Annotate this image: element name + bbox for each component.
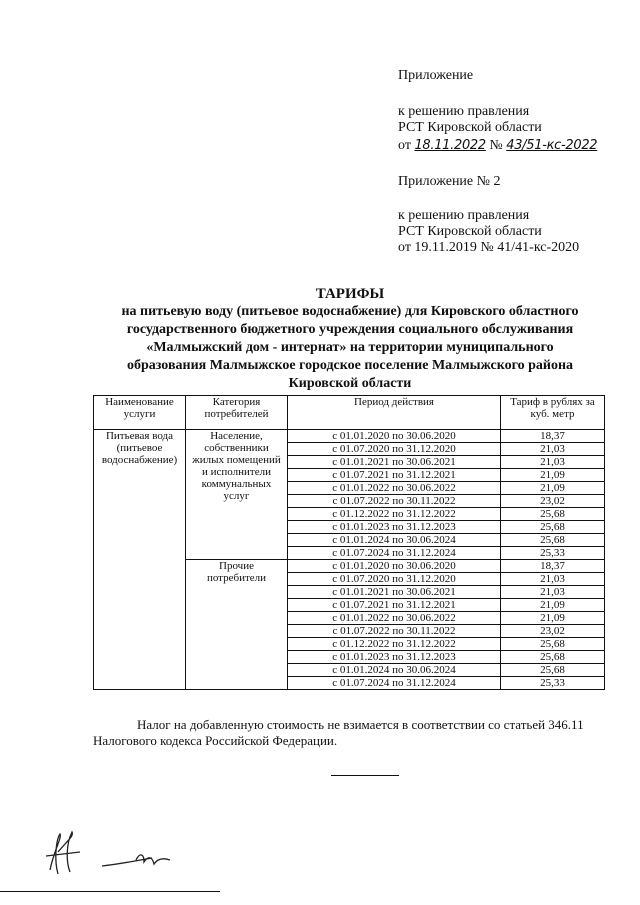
document-title bbox=[96, 285, 604, 393]
tariff-cell: 25,68 bbox=[501, 508, 605, 521]
tariff-cell: 21,03 bbox=[501, 456, 605, 469]
tariff-cell: 25,68 bbox=[501, 534, 605, 547]
period-cell: с 01.07.2024 по 31.12.2024 bbox=[288, 677, 501, 690]
period-cell: с 01.12.2022 по 31.12.2022 bbox=[288, 638, 501, 651]
decision-reference-2 bbox=[398, 208, 579, 256]
tariff-table bbox=[93, 395, 605, 690]
tariff-cell: 18,37 bbox=[501, 430, 605, 443]
title-heading: ТАРИФЫ bbox=[315, 286, 385, 302]
reference-line: к решению правления bbox=[398, 208, 530, 223]
period-cell: с 01.07.2022 по 30.11.2022 bbox=[288, 495, 501, 508]
date-prefix: от bbox=[398, 138, 411, 153]
tariff-cell: 23,02 bbox=[501, 495, 605, 508]
title-line: государственного бюджетного учреждения социального обслуживания bbox=[126, 322, 574, 337]
signature-mark bbox=[40, 830, 180, 880]
title-line: образования Малмыжское городское поселение Малмыжского района bbox=[126, 358, 574, 373]
tariff-cell: 21,09 bbox=[501, 599, 605, 612]
tariff-cell: 23,02 bbox=[501, 625, 605, 638]
period-cell: с 01.01.2023 по 31.12.2023 bbox=[288, 521, 501, 534]
period-cell: с 01.01.2024 по 30.06.2024 bbox=[288, 664, 501, 677]
period-cell: с 01.07.2021 по 31.12.2021 bbox=[288, 469, 501, 482]
category-cell: Население, собственники жилых помещений и исполнители коммунальных услуг bbox=[186, 430, 288, 560]
tariff-cell: 25,68 bbox=[501, 638, 605, 651]
tariff-cell: 25,68 bbox=[501, 521, 605, 534]
closing-rule bbox=[331, 775, 399, 776]
column-header: Период действия bbox=[288, 396, 501, 430]
period-cell: с 01.07.2020 по 31.12.2020 bbox=[288, 443, 501, 456]
period-cell: с 01.01.2023 по 31.12.2023 bbox=[288, 651, 501, 664]
handwritten-date: 18.11.2022 bbox=[414, 138, 486, 153]
period-cell: с 01.07.2021 по 31.12.2021 bbox=[288, 599, 501, 612]
period-cell: с 01.01.2024 по 30.06.2024 bbox=[288, 534, 501, 547]
title-line: на питьевую воду (питьевое водоснабжение) для Кировского областного bbox=[121, 304, 579, 319]
tariff-cell: 25,68 bbox=[501, 664, 605, 677]
period-cell: с 01.01.2020 по 30.06.2020 bbox=[288, 430, 501, 443]
column-header: Наименование услуги bbox=[94, 396, 186, 430]
appendix2-label: Приложение № 2 bbox=[398, 174, 501, 189]
tariff-cell: 21,03 bbox=[501, 573, 605, 586]
reference-line: РСТ Кировской области bbox=[398, 224, 542, 239]
tariff-cell: 25,33 bbox=[501, 547, 605, 560]
number-prefix: № bbox=[489, 138, 503, 153]
reference-line: от 19.11.2019 № 41/41-кс-2020 bbox=[398, 240, 580, 255]
vat-note: Налог на добавленную стоимость не взимается в соответствии со статьей 346.11 Налогового кодекса Российской Федерации. bbox=[93, 717, 584, 748]
period-cell: с 01.01.2020 по 30.06.2020 bbox=[288, 560, 501, 573]
period-cell: с 01.07.2020 по 31.12.2020 bbox=[288, 573, 501, 586]
period-cell: с 01.07.2024 по 31.12.2024 bbox=[288, 547, 501, 560]
tariff-cell: 25,33 bbox=[501, 677, 605, 690]
tariff-cell: 25,68 bbox=[501, 651, 605, 664]
period-cell: с 01.01.2022 по 30.06.2022 bbox=[288, 482, 501, 495]
tariff-cell: 21,09 bbox=[501, 612, 605, 625]
decision-date-line bbox=[398, 138, 597, 154]
column-header: Категория потребителей bbox=[186, 396, 288, 430]
tariff-cell: 21,09 bbox=[501, 482, 605, 495]
period-cell: с 01.01.2021 по 30.06.2021 bbox=[288, 456, 501, 469]
handwritten-number: 43/51-кс-2022 bbox=[506, 138, 598, 153]
appendix-label: Приложение bbox=[398, 68, 474, 83]
period-cell: с 01.07.2022 по 30.11.2022 bbox=[288, 625, 501, 638]
tariff-cell: 21,03 bbox=[501, 443, 605, 456]
reference-line: к решению правления bbox=[398, 104, 530, 119]
table-header-row bbox=[94, 396, 605, 430]
title-line: «Малмыжский дом - интернат» на территории муниципального bbox=[146, 340, 554, 355]
period-cell: с 01.01.2021 по 30.06.2021 bbox=[288, 586, 501, 599]
tariff-cell: 21,09 bbox=[501, 469, 605, 482]
column-header: Тариф в рублях за куб. метр bbox=[501, 396, 605, 430]
period-cell: с 01.12.2022 по 31.12.2022 bbox=[288, 508, 501, 521]
tariff-cell: 18,37 bbox=[501, 560, 605, 573]
period-cell: с 01.01.2022 по 30.06.2022 bbox=[288, 612, 501, 625]
reference-line: РСТ Кировской области bbox=[398, 120, 542, 135]
footer-rule bbox=[0, 891, 220, 892]
title-line: Кировской области bbox=[288, 376, 412, 391]
tariff-cell: 21,03 bbox=[501, 586, 605, 599]
table-row bbox=[94, 430, 605, 443]
category-cell: Прочие потребители bbox=[186, 560, 288, 690]
service-cell: Питьевая вода (питьевое водоснабжение) bbox=[94, 430, 186, 690]
decision-reference bbox=[398, 104, 542, 136]
